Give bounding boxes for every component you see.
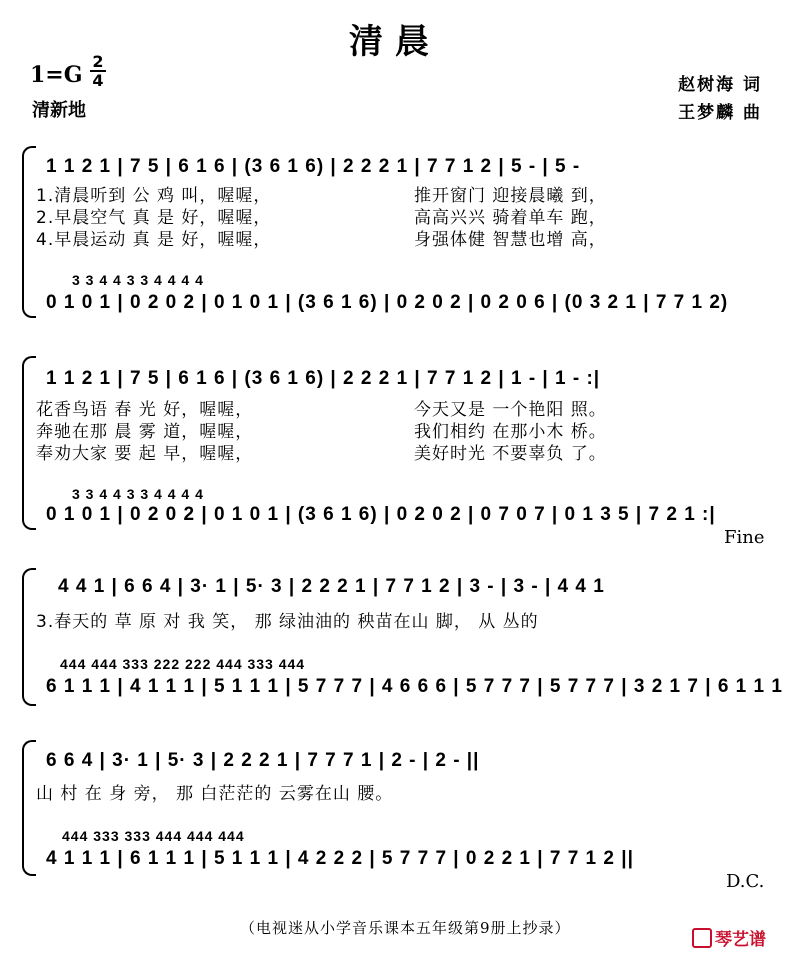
melody-line: 6 6 4 | 3· 1 | 5· 3 | 2 2 2 1 | 7 7 7 1 | 2 - | 2 - ||: [46, 750, 480, 771]
key-signature: 1=G: [30, 62, 83, 88]
melody-line: 1 1 2 1 | 7 5 | 6 1 6 | (3 6 1 6) | 2 2 2 1 | 7 7 1 2 | 5 - | 5 -: [46, 156, 581, 177]
system-brace: [22, 568, 36, 706]
lyric-verse-1: 1.清晨听到 公 鸡 叫，喔喔，: [36, 186, 272, 206]
logo-icon: [692, 928, 712, 948]
harmony-upper-notes: 3 3 4 4 3 3 4 4 4 4: [72, 486, 204, 502]
lyric-verse-1-b: 推开窗门 迎接晨曦 到，: [414, 186, 607, 206]
time-signature-bottom: 4: [92, 71, 104, 90]
system-brace: [22, 146, 36, 318]
lyric-verse-1: 花香鸟语 春 光 好，喔喔，: [36, 400, 254, 420]
lyric-verse-4: 4.早晨运动 真 是 好，喔喔，: [36, 230, 272, 250]
tempo-marking: 清新地: [32, 100, 86, 121]
lyric-verse-2-b: 高高兴兴 骑着单车 跑，: [414, 208, 607, 228]
site-logo: [692, 925, 766, 950]
logo-text: 琴艺谱: [715, 930, 766, 950]
melody-line: 4 4 1 | 6 6 4 | 3· 1 | 5· 3 | 2 2 2 1 | 7 7 1 2 | 3 - | 3 - | 4 4 1: [58, 576, 605, 597]
source-note: （电视迷从小学音乐课本五年级第9册上抄录）: [240, 919, 571, 937]
lyric-verse-2: 奔驰在那 晨 雾 道，喔喔，: [36, 422, 254, 442]
lyricist-credit: 赵树海 词: [678, 75, 762, 95]
lyric-verse-4: 奉劝大家 要 起 早，喔喔，: [36, 444, 254, 464]
harmony-line: 0 1 0 1 | 0 2 0 2 | 0 1 0 1 | (3 6 1 6) | 0 2 0 2 | 0 2 0 6 | (0 3 2 1 | 7 7 1 2): [46, 292, 729, 313]
lyric-verse-3: 山 村 在 身 旁， 那 白茫茫的 云雾在山 腰。: [36, 784, 394, 804]
harmony-upper-notes: 444 444 333 222 222 444 333 444: [60, 656, 306, 672]
lyric-verse-4-b: 美好时光 不要辜负 了。: [414, 444, 607, 464]
lyric-verse-2: 2.早晨空气 真 是 好，喔喔，: [36, 208, 272, 228]
harmony-line: 6 1 1 1 | 4 1 1 1 | 5 1 1 1 | 5 7 7 7 | 4 6 6 6 | 5 7 7 7 | 5 7 7 7 | 3 2 1 7 | 6 1 1 1: [46, 676, 783, 697]
time-signature: [88, 54, 108, 88]
lyric-verse-3: 3.春天的 草 原 对 我 笑， 那 绿油油的 秧苗在山 脚， 从 丛的: [36, 612, 539, 632]
lyric-verse-2-b: 我们相约 在那小木 桥。: [414, 422, 607, 442]
harmony-upper-notes: 444 333 333 444 444 444: [62, 828, 245, 844]
system-brace: [22, 740, 36, 876]
lyric-verse-4-b: 身强体健 智慧也增 高，: [414, 230, 607, 250]
song-title: 清晨: [349, 22, 441, 62]
dc-marking: D.C.: [726, 871, 765, 892]
composer-credit: 王梦麟 曲: [678, 103, 762, 123]
harmony-line: 4 1 1 1 | 6 1 1 1 | 5 1 1 1 | 4 2 2 2 | 5 7 7 7 | 0 2 2 1 | 7 7 1 2 ||: [46, 848, 634, 869]
harmony-line: 0 1 0 1 | 0 2 0 2 | 0 1 0 1 | (3 6 1 6) | 0 2 0 2 | 0 7 0 7 | 0 1 3 5 | 7 2 1 :|: [46, 504, 716, 525]
lyric-verse-1-b: 今天又是 一个艳阳 照。: [414, 400, 607, 420]
fine-marking: Fine: [724, 527, 765, 548]
system-brace: [22, 356, 36, 530]
harmony-upper-notes: 3 3 4 4 3 3 4 4 4 4: [72, 272, 204, 288]
melody-line: 1 1 2 1 | 7 5 | 6 1 6 | (3 6 1 6) | 2 2 2 1 | 7 7 1 2 | 1 - | 1 - :|: [46, 368, 601, 389]
time-signature-top: 2: [92, 52, 104, 71]
